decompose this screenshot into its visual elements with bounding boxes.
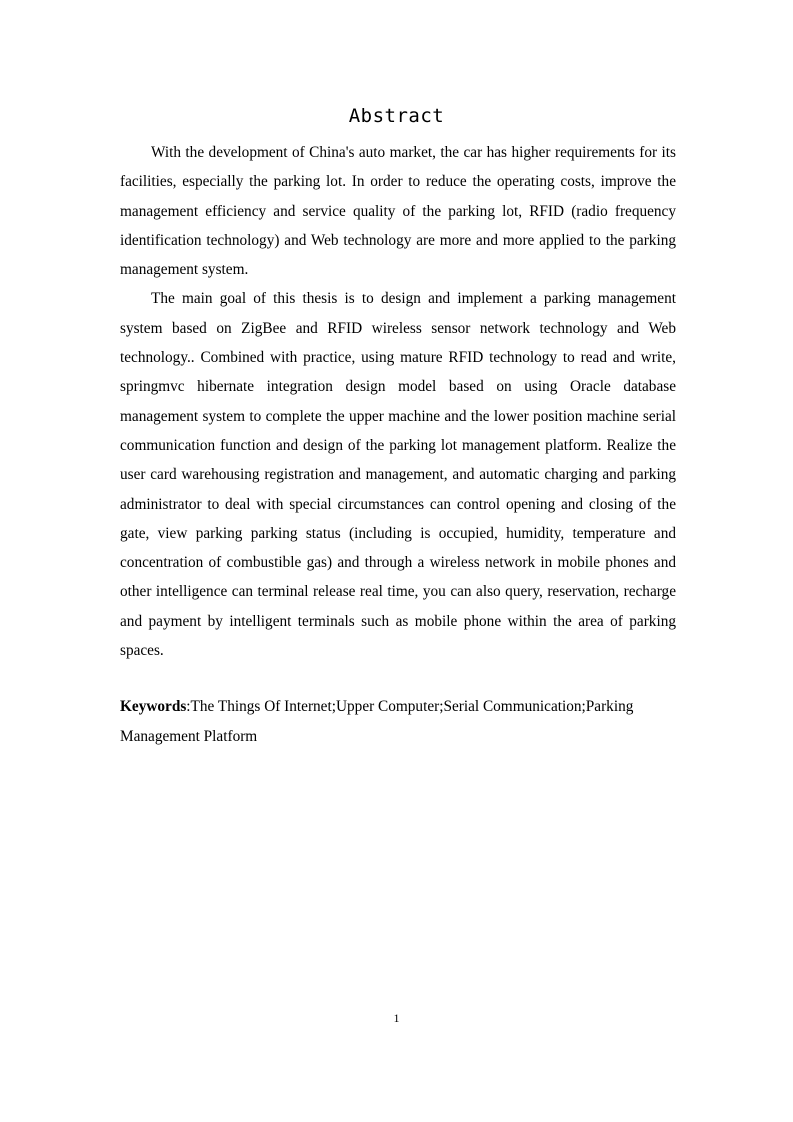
- keywords-value: :The Things Of Internet;Upper Computer;Serial Communication;Parking Management Platform: [120, 698, 634, 745]
- keywords-line: [120, 692, 676, 751]
- page-number: 1: [393, 1011, 400, 1025]
- page-title: Abstract: [348, 105, 445, 127]
- abstract-body: [120, 138, 676, 751]
- abstract-paragraph-1: With the development of China's auto market, the car has higher requirements for its facilities, especially the parking lot. In order to reduce the operating costs, improve the management efficiency and service quality of the parking lot, RFID (radio frequency identification technology) and Web technology are more and more applied to the parking management system.: [120, 144, 676, 279]
- abstract-paragraph-2: The main goal of this thesis is to design and implement a parking management system based on ZigBee and RFID wireless sensor network technology and Web technology.. Combined with practice, using mature RFID technology to read and write, springmvc hibernate integration design model based on using Oracle database management system to complete the upper machine and the lower position machine serial communication function and design of the parking lot management platform. Realize the user card warehousing registration and management, and automatic charging and parking administrator to deal with special circumstances can control opening and closing of the gate, view parking parking status (including is occupied, humidity, temperature and concentration of combustible gas) and through a wireless network in mobile phones and other intelligence can terminal release real time, you can also query, reservation, recharge and payment by intelligent terminals such as mobile phone within the area of parking spaces.: [120, 290, 676, 660]
- keywords-label: Keywords: [120, 698, 187, 716]
